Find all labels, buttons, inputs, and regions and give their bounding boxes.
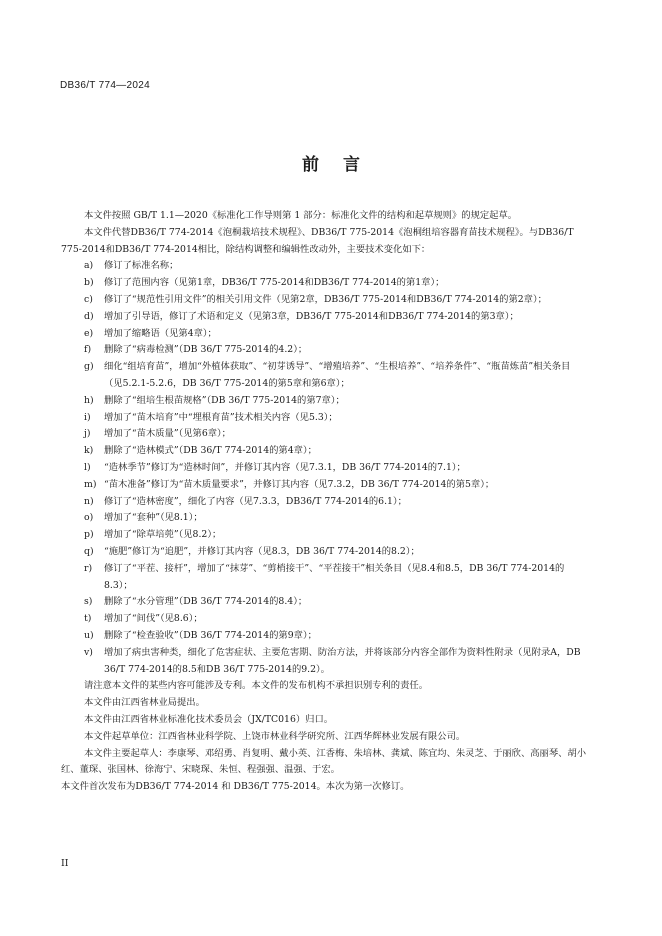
page-number: II [61,858,69,869]
list-marker: f) [84,344,92,356]
list-item-text: 增加了“除草培蔸”（见8.2）； [104,529,222,541]
list-marker: q) [84,545,94,557]
list-marker: d) [84,310,94,322]
list-marker: v) [84,646,93,658]
list-item-text: 修订了“造林密度”，细化了内容（见7.3.3，DB36/T 774-2014的6.1）； [104,495,407,507]
change-item-t [61,611,587,628]
list-marker: p) [84,529,94,541]
list-item-text: “施肥”修订为“追肥”，并修订其内容（见8.3，DB 36/T 774-2014的8.2）； [104,545,420,557]
list-item-text: 修订了范围内容（见第1章，DB36/T 775-2014和DB36/T 774-2014的第1章）； [104,277,445,289]
list-marker: c) [84,293,93,305]
paragraph-technical-committee: 本文件由江西省林业标准化技术委员会（JX/TC016）归口。 [84,713,334,725]
list-item-text: 细化“组培育苗”，增加“外植体获取”、“初芽诱导”、“增殖培养”、“生根培养”、“培养条件”、“瓶苗炼苗”相关条目（见5.2.1-5.2.6，DB 36/T 775-2014的第5章和第6章）； [104,361,571,389]
list-marker: a) [84,260,94,272]
list-marker: n) [84,495,94,507]
change-item-n [61,494,587,511]
list-item-text: 删除了“水分管理”（DB 36/T 774-2014的8.4）； [104,596,308,608]
change-item-j [61,426,587,443]
paragraph-proposer: 本文件由江西省林业局提出。 [84,697,205,709]
list-item-text: 增加了“间伐”（见8.6）； [104,613,203,625]
list-item-text: 增加了“套种”（见8.1）； [104,512,203,524]
change-item-m [61,477,587,494]
list-item-text: 增加了病虫害种类，细化了危害症状、主要危害期、防治方法，并将该部分内容全部作为资料性附录（见附录A，DB 36/T 774-2014的8.5和DB 36/T 775-2014的9.2）。 [104,646,581,675]
change-item-l [61,460,587,477]
list-marker: b) [84,277,94,289]
list-item-text: 增加了引导语，修订了术语和定义（见第3章，DB36/T 775-2014和DB36/T 774-2014的第3章）； [104,310,519,322]
change-item-c [61,292,587,309]
list-item-text: 增加了“苗木培育”中“埋根育苗”技术相关内容（见5.3）； [104,411,338,423]
list-marker: l) [84,461,91,473]
paragraph-drafters: 本文件主要起草人：李康琴、邓绍勇、肖复明、戴小英、江香梅、朱培林、龚斌、陈宜均、朱灵芝、于丽欣、高丽琴、胡小红、董琛、张国林、徐海宁、宋晓琛、朱恒、程强强、温强、于宏。 [61,747,587,776]
list-marker: k) [84,445,94,457]
list-item-text: 增加了“苗木质量”（见第6章）； [104,428,231,440]
change-item-g [61,359,587,393]
change-item-u [61,628,587,645]
change-item-q [61,544,587,561]
list-marker: i) [84,411,91,423]
change-item-r [61,561,587,595]
list-item-text: 修订了标准名称； [104,260,179,272]
list-marker: j) [84,428,91,440]
change-item-s [61,594,587,611]
change-item-o [61,510,587,527]
paragraph-replacement: 本文件代替DB36/T 774-2014《泡桐栽培技术规程》、DB36/T 775-2014《泡桐组培容器育苗技术规程》。与DB36/T 775-2014和DB36/T 774-2014相比，除结构调整和编辑性改动外，主要技术变化如下： [61,226,574,255]
change-item-k [61,443,587,460]
foreword-body [61,208,587,796]
list-item-text: 删除了“造林模式”（DB 36/T 774-2014的第4章）； [104,445,317,457]
change-item-i [61,410,587,427]
change-item-b [61,275,587,292]
change-item-v [61,645,587,679]
list-item-text: “苗木准备”修订为“苗木质量要求”，并修订其内容（见7.3.2，DB 36/T 774-2014的第5章）； [104,478,495,490]
document-code-header: DB36/T 774—2024 [60,80,150,91]
paragraph-drafting-rules: 本文件按照 GB/T 1.1—2020《标准化工作导则第 1 部分：标准化文件的结构和起草规则》的规定起草。 [84,210,518,221]
list-item-text: 删除了“检查验收”（DB 36/T 774-2014的第9章）； [104,629,317,641]
change-item-e [61,326,587,343]
list-marker: h) [84,394,94,406]
paragraph-patent-notice: 请注意本文件的某些内容可能涉及专利。本文件的发布机构不承担识别专利的责任。 [84,680,428,692]
list-marker: s) [84,596,93,608]
list-item-text: 修订了“规范性引用文件”的相关引用文件（见第2章，DB36/T 775-2014和DB36/T 774-2014的第2章）； [104,293,547,305]
list-item-text: “造林季节”修订为“造林时间”，并修订其内容（见7.3.1，DB 36/T 774-2014的7.1）； [104,461,466,473]
page-title: 前言 [302,155,384,175]
list-item-text: 增加了缩略语（见第4章）； [104,327,217,339]
list-item-text: 删除了“组培生根苗规格”（DB 36/T 775-2014的第7章）； [104,394,345,406]
change-item-d [61,309,587,326]
paragraph-drafting-units: 本文件起草单位：江西省林业科学院、上饶市林业科学研究所、江西华辉林业发展有限公司。 [84,730,466,742]
list-marker: u) [84,629,94,641]
change-list [61,258,587,678]
list-item-text: 修订了“平茬、接杆”，增加了“抹芽”、“剪梢接干”、“平茬接干”相关条目（见8.4和8.5，DB 36/T 774-2014的8.3）； [104,562,565,591]
list-marker: g) [84,361,94,373]
paragraph-release-history: 本文件首次发布为DB36/T 774-2014 和 DB36/T 775-2014。本次为第一次修订。 [61,781,410,793]
list-marker: t) [84,613,92,625]
list-marker: r) [84,562,93,574]
list-marker: e) [84,327,94,339]
list-marker: o) [84,512,94,524]
change-item-f [61,342,587,359]
change-item-h [61,393,587,410]
list-marker: m) [84,478,97,490]
change-item-p [61,527,587,544]
change-item-a [61,258,587,275]
list-item-text: 删除了“病毒检测”（DB 36/T 775-2014的4.2）； [104,344,308,356]
